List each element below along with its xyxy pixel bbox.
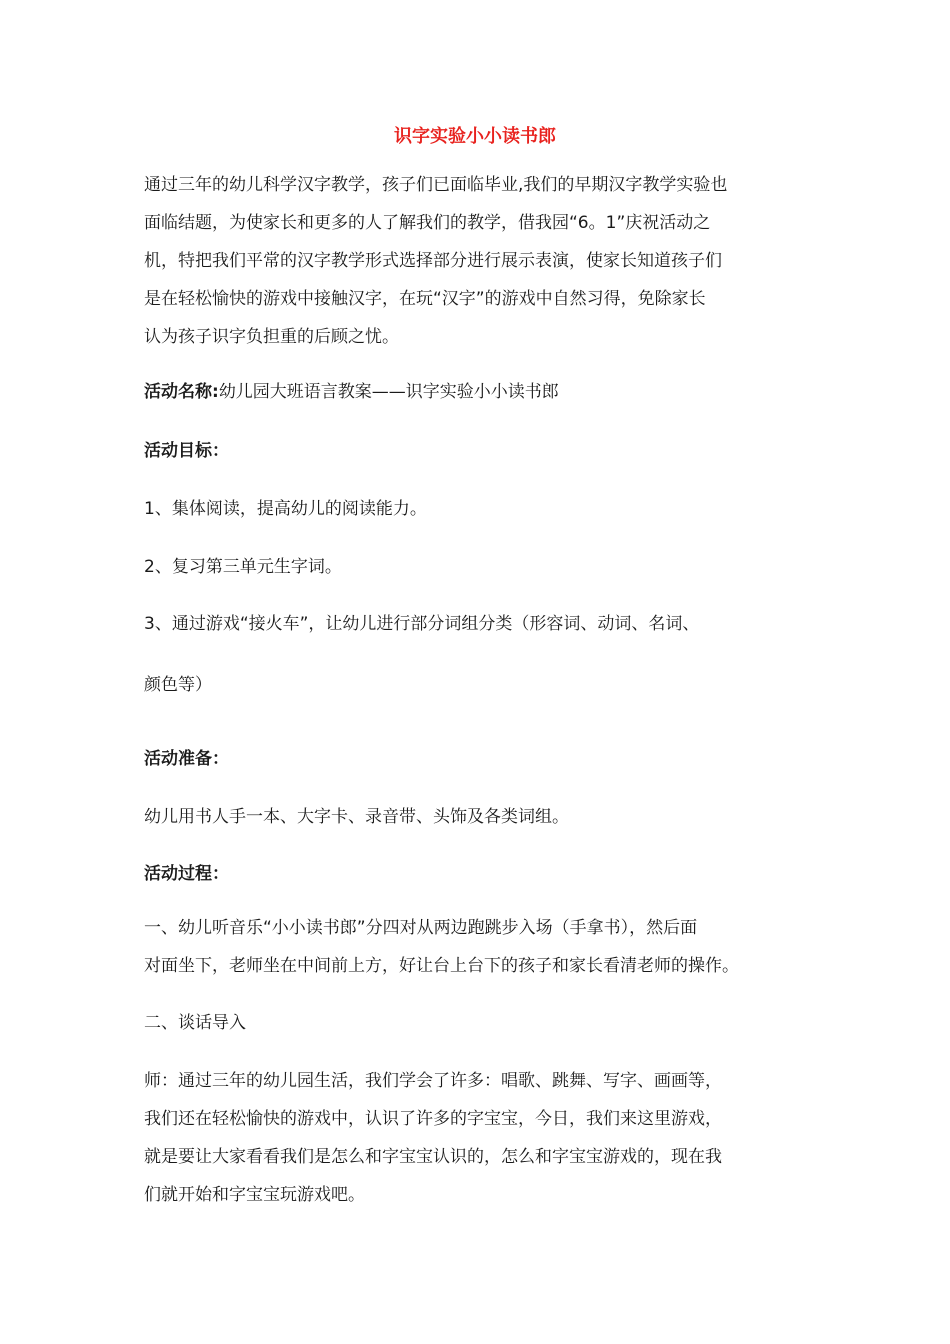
prep-text: 幼儿用书人手一本、大字卡、录音带、头饰及各类词组。 [144, 807, 569, 827]
activity-name-label: 活动名称: [144, 382, 219, 402]
teacher-line: 师：通过三年的幼儿园生活，我们学会了许多：唱歌、跳舞、写字、画画等， [144, 1071, 722, 1091]
intro-line: 机，特把我们平常的汉字教学形式选择部分进行展示表演，使家长知道孩子们 [144, 251, 722, 271]
intro-line: 认为孩子识字负担重的后顾之忧。 [144, 327, 399, 347]
process-step-1 [144, 909, 814, 985]
teacher-paragraph [144, 1062, 814, 1214]
teacher-line: 就是要让大家看看我们是怎么和字宝宝认识的，怎么和字宝宝游戏的，现在我 [144, 1147, 722, 1167]
intro-line: 面临结题，为使家长和更多的人了解我们的教学，借我园“6。1”庆祝活动之 [144, 213, 711, 233]
process-heading: 活动过程： [144, 864, 229, 884]
goal-item-2: 2、复习第三单元生字词。 [144, 557, 342, 577]
goal-item-3 [144, 605, 814, 643]
goal-item-1: 1、集体阅读，提高幼儿的阅读能力。 [144, 499, 427, 519]
intro-line: 通过三年的幼儿科学汉字教学，孩子们已面临毕业,我们的早期汉字教学实验也 [144, 175, 728, 195]
intro-paragraph [144, 166, 814, 356]
goal-3-line: 3、通过游戏“接火车”，让幼儿进行部分词组分类（形容词、动词、名词、 [144, 614, 700, 634]
goal-item-3-continued: 颜色等） [144, 675, 212, 695]
teacher-line: 我们还在轻松愉快的游戏中，认识了许多的字宝宝，今日，我们来这里游戏， [144, 1109, 722, 1129]
teacher-line: 们就开始和字宝宝玩游戏吧。 [144, 1185, 365, 1205]
process-step-2-heading: 二、谈话导入 [144, 1013, 246, 1033]
activity-name [144, 373, 814, 411]
step-1-line: 一、幼儿听音乐“小小读书郎”分四对从两边跑跳步入场（手拿书），然后面 [144, 918, 698, 938]
prep-heading: 活动准备： [144, 749, 229, 769]
goals-heading: 活动目标： [144, 441, 229, 461]
intro-line: 是在轻松愉快的游戏中接触汉字，在玩“汉字”的游戏中自然习得，免除家长 [144, 289, 706, 309]
activity-name-value: 幼儿园大班语言教案——识字实验小小读书郎 [218, 382, 559, 402]
step-1-line: 对面坐下，老师坐在中间前上方，好让台上台下的孩子和家长看清老师的操作。 [144, 956, 739, 976]
document-title: 识字实验小小读书郎 [394, 126, 556, 147]
